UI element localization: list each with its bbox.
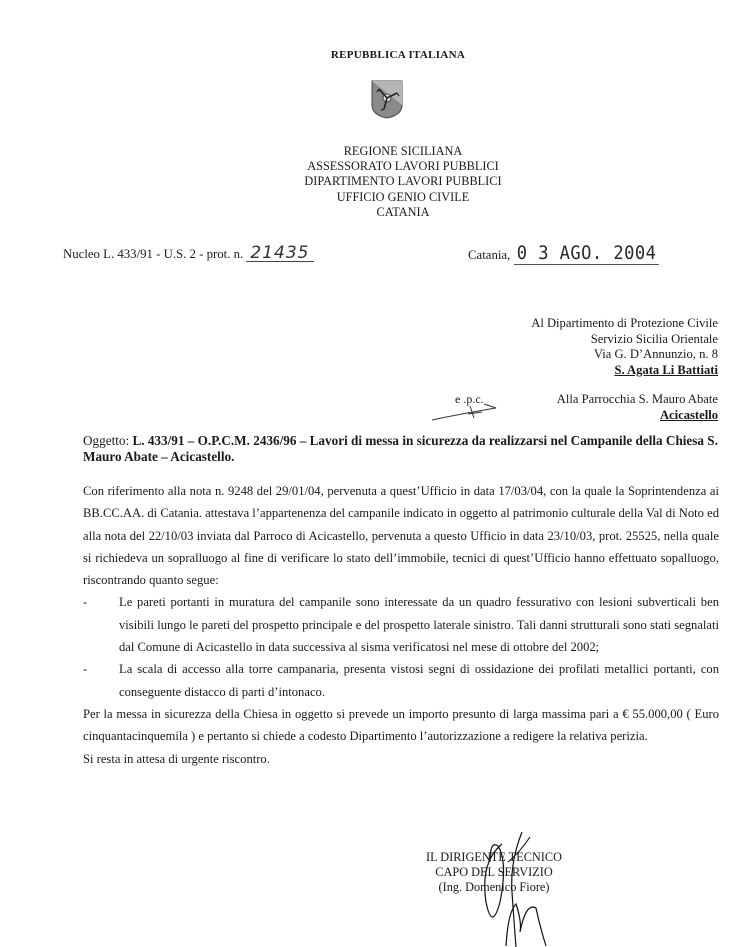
protocol-number-handwritten: 21435 <box>246 245 313 262</box>
cc-city: Acicastello <box>659 408 718 422</box>
cc-recipient <box>520 391 718 423</box>
recipient-address <box>470 316 718 378</box>
subject-text: L. 433/91 – O.P.C.M. 2436/96 – Lavori di messa in sicurezza da realizzarsi nel Campanile della Chiesa S. Mauro Abate – Acicastello. <box>83 433 718 465</box>
recipient-line: Via G. D’Annunzio, n. 8 <box>593 347 718 361</box>
body-intro: Con riferimento alla nota n. 9248 del 29/01/04, pervenuta a quest’Ufficio in data 17/03/04, con la quale la Soprintendenza ai BB.CC.AA. di Catania. attestava l’appartenenza del campanile indicato in oggetto al patrimonio culturale della Val di Noto ed alla nota del 22/10/03 inviata dal Parroco di Acicastello, pervenuta a questo Ufficio in data 23/10/03, prot. 25525, nella quale si richiedeva un sopralluogo al fine di verificare lo stato dell’immobile, tecnici di quest’Ufficio hanno effettuato sopalluogo, riscontrando quanto segue: <box>83 484 719 588</box>
bullet-item <box>83 591 719 658</box>
handwritten-arrow-mark <box>430 400 500 422</box>
recipient-line: Servizio Sicilia Orientale <box>590 331 718 346</box>
handwritten-signature <box>460 832 580 947</box>
letterhead-line: CATANIA <box>376 204 430 219</box>
date-place: Catania, <box>468 248 511 262</box>
subject-label: Oggetto: <box>83 433 133 448</box>
bullet-item <box>83 658 719 703</box>
letterhead-line: ASSESSORATO LAVORI PUBBLICI <box>307 159 499 174</box>
date-stamp: 0 3 AGO. 2004 <box>514 242 659 265</box>
bullet-text: La scala di accesso alla torre campanaria, presenta vistosi segni di ossidazione dei profilati metallici portanti, con conseguente distacco di parti d’intonaco. <box>119 662 719 699</box>
cc-label: e .p.c. <box>455 392 484 406</box>
subject-line <box>83 433 723 466</box>
recipient-city: S. Agata Li Battiati <box>614 362 718 377</box>
signature-title: IL DIRIGENTE TECNICO <box>426 850 562 864</box>
body-request: Per la messa in sicurezza della Chiesa in oggetto si prevede un importo presunto di larga massima pari a € 55.000,00 ( Euro cinquantacinquemila ) e pertanto si chiede a codesto Dipartimento l’autorizzazione a redigere la relativa perizia. <box>83 706 719 744</box>
sicily-coat-of-arms-icon <box>370 79 404 119</box>
date-line <box>468 242 675 265</box>
cc-line: Alla Parrocchia S. Mauro Abate <box>556 392 718 406</box>
letterhead-line: DIPARTIMENTO LAVORI PUBBLICI <box>304 174 502 189</box>
letterhead-line: REGIONE SICILIANA <box>343 144 463 158</box>
body-closing: Si resta in attesa di urgente riscontro. <box>83 751 270 766</box>
signature-name: (Ing. Domenico Fiore) <box>438 880 550 894</box>
bullet-marker: - <box>83 595 88 610</box>
protocol-reference <box>63 245 314 262</box>
letter-body <box>83 480 719 770</box>
office-letterhead <box>260 144 546 220</box>
signature-role: CAPO DEL SERVIZIO <box>435 865 553 879</box>
recipient-line: Al Dipartimento di Protezione Civile <box>531 316 718 330</box>
protocol-prefix: Nucleo L. 433/91 - U.S. 2 - prot. n. <box>63 247 244 261</box>
republic-heading: REPUBBLICA ITALIANA <box>330 49 466 61</box>
letterhead-line: UFFICIO GENIO CIVILE <box>336 189 470 204</box>
bullet-marker: - <box>83 662 88 677</box>
bullet-text: Le pareti portanti in muratura del campanile sono interessate da un quadro fessurativo con lesioni subverticali ben visibili lungo le pareti del prospetto principale e del prospetto laterale sinistro. Tali danni strutturali sono stati segnalati dal Comune di Acicastello in data successiva al sisma verificatosi nel mese di ottobre del 2002; <box>119 595 719 655</box>
